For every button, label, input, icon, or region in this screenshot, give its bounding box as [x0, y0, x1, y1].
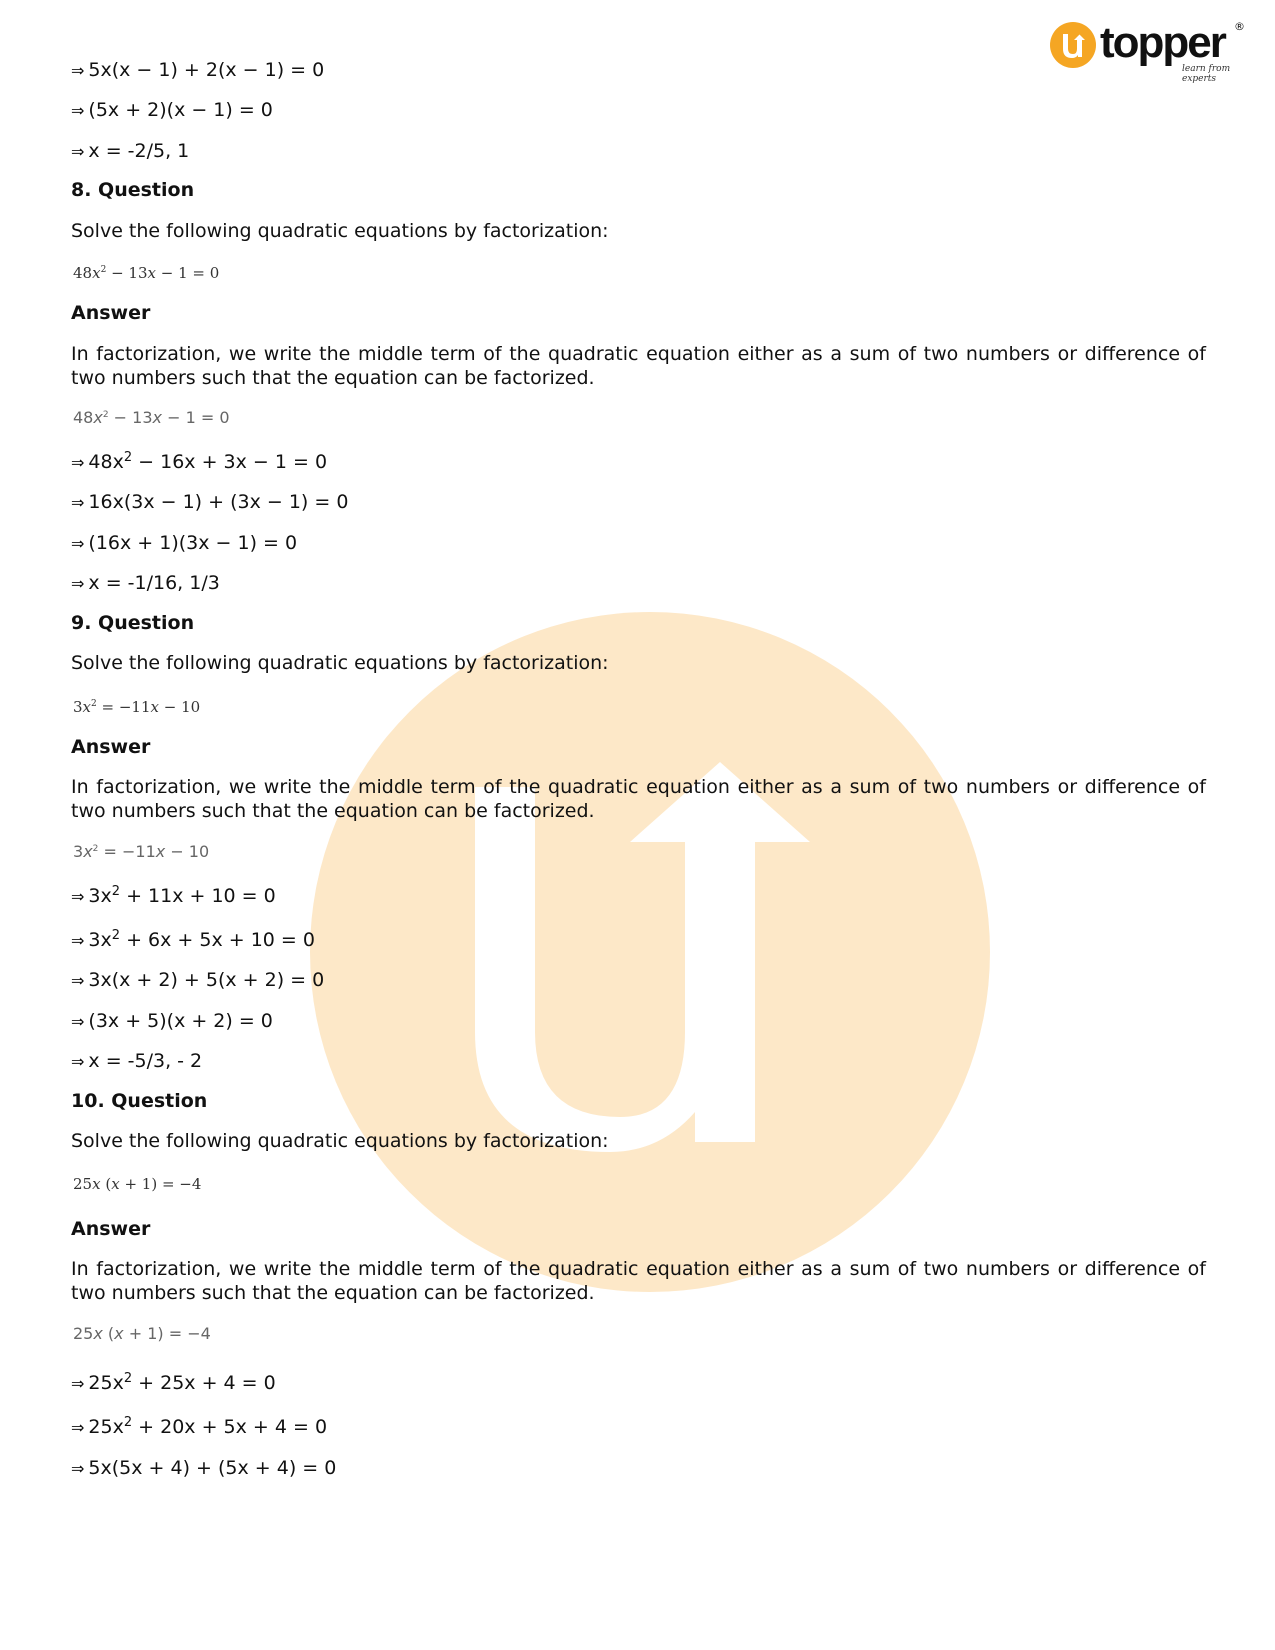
implies-icon: ⇒: [71, 931, 85, 950]
step-line: ⇒ x = -5/3, - 2: [71, 1050, 203, 1072]
answer-text: In factorization, we write the middle term of the quadratic equation either as a sum of two numbers or difference of two numbers such that the equation can be factorized.: [71, 343, 1206, 389]
question-heading: 8. Question: [71, 179, 195, 201]
answer-equation: 25x (x + 1) = −4: [73, 1324, 211, 1343]
step-line: ⇒ (3x + 5)(x + 2) = 0: [71, 1010, 273, 1032]
step-line: ⇒ 5x(5x + 4) + (5x + 4) = 0: [71, 1457, 337, 1479]
implies-icon: ⇒: [71, 1374, 85, 1393]
logo-u-icon: [1050, 22, 1096, 68]
logo-wordmark: topper: [1100, 18, 1225, 67]
implies-icon: ⇒: [71, 971, 85, 990]
implies-icon: ⇒: [71, 142, 85, 161]
registered-mark: ®: [1234, 20, 1245, 33]
question-equation: $3x^2 = -11x - 10$: [73, 698, 201, 716]
watermark-logo: [310, 612, 990, 1292]
question-prompt: Solve the following quadratic equations by factorization:: [71, 220, 609, 242]
implies-icon: ⇒: [71, 61, 85, 80]
implies-icon: ⇒: [71, 887, 85, 906]
topper-logo: [1050, 18, 1245, 84]
implies-icon: ⇒: [71, 101, 85, 120]
answer-text: In factorization, we write the middle term of the quadratic equation either as a sum of two numbers or difference of two numbers such that the equation can be factorized.: [71, 1258, 1206, 1304]
answer-label: Answer: [71, 736, 151, 758]
step-line: ⇒ x = -1/16, 1/3: [71, 572, 220, 594]
implies-icon: ⇒: [71, 453, 85, 472]
implies-icon: ⇒: [71, 1012, 85, 1031]
logo-tagline: learn from experts: [1182, 64, 1231, 84]
step-line: ⇒ (5x + 2)(x − 1) = 0: [71, 99, 273, 121]
step-line: ⇒ 3x(x + 2) + 5(x + 2) = 0: [71, 969, 325, 991]
step-line: ⇒ x = -2/5, 1: [71, 140, 190, 162]
question-heading: 9. Question: [71, 612, 195, 634]
step-line: ⇒ (16x + 1)(3x − 1) = 0: [71, 532, 298, 554]
answer-equation: $48x^2 - 13x - 1 = 0$: [73, 408, 230, 427]
implies-icon: ⇒: [71, 534, 85, 553]
answer-label: Answer: [71, 302, 151, 324]
step-line: ⇒ 5x(x − 1) + 2(x − 1) = 0: [71, 59, 325, 81]
answer-label: Answer: [71, 1218, 151, 1240]
question-heading: 10. Question: [71, 1090, 208, 1112]
question-equation: 25x (x + 1) = −4: [73, 1175, 202, 1193]
step-line: ⇒ $48x^2 - 16x + 3x - 1 = 0$: [71, 450, 328, 473]
question-equation: $48x^2 - 13x - 1 = 0$: [73, 264, 220, 282]
implies-icon: ⇒: [71, 1052, 85, 1071]
implies-icon: ⇒: [71, 493, 85, 512]
question-prompt: Solve the following quadratic equations by factorization:: [71, 652, 609, 674]
question-prompt: Solve the following quadratic equations by factorization:: [71, 1130, 609, 1152]
answer-text: In factorization, we write the middle term of the quadratic equation either as a sum of two numbers or difference of two numbers such that the equation can be factorized.: [71, 776, 1206, 822]
step-line: ⇒ $25x^2 + 25x + 4 = 0$: [71, 1371, 276, 1394]
implies-icon: ⇒: [71, 1418, 85, 1437]
implies-icon: ⇒: [71, 574, 85, 593]
step-line: ⇒ $3x^2 + 6x + 5x + 10 = 0$: [71, 928, 315, 951]
answer-equation: $3x^2 = -11x - 10$: [73, 842, 210, 861]
implies-icon: ⇒: [71, 1459, 85, 1478]
step-line: ⇒ $3x^2 + 11x + 10 = 0$: [71, 884, 276, 907]
step-line: ⇒ $25x^2 + 20x + 5x + 4 = 0$: [71, 1415, 328, 1438]
step-line: ⇒ 16x(3x − 1) + (3x − 1) = 0: [71, 491, 349, 513]
